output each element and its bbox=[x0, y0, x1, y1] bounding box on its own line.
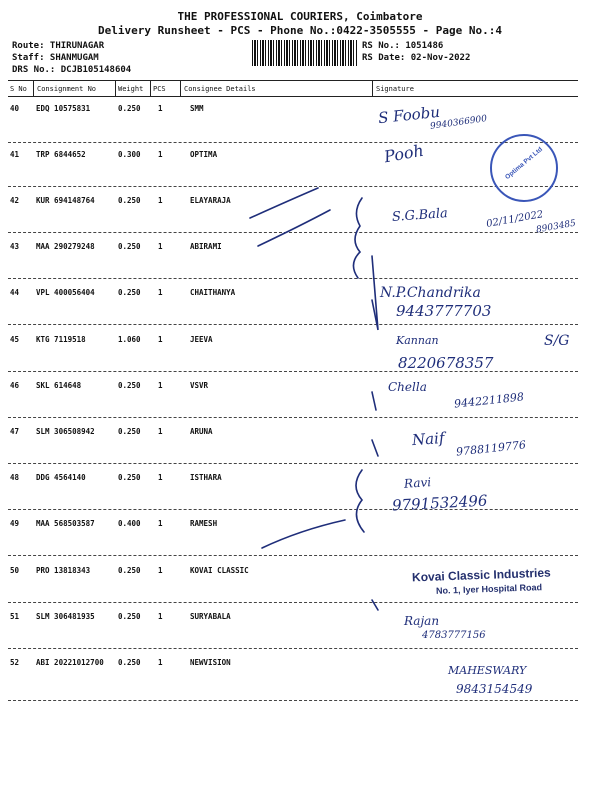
row-consignment: SKL 614648 bbox=[36, 381, 82, 390]
row-consignee: JEEVA bbox=[190, 335, 213, 344]
col-header-pcs: PCS bbox=[153, 85, 166, 93]
phone-45: 8220678357 bbox=[398, 354, 494, 372]
row-sno: 50 bbox=[10, 566, 20, 575]
signature-52: MAHESWARY bbox=[448, 664, 527, 677]
signature-43: S.G.Bala bbox=[391, 206, 449, 225]
phone-52: 9843154549 bbox=[456, 682, 533, 696]
signature-51: Rajan bbox=[404, 614, 440, 628]
bracket-stroke bbox=[353, 198, 362, 278]
row-weight: 0.250 bbox=[118, 566, 141, 575]
phone-48: 9791532496 bbox=[391, 491, 488, 515]
col-header-sno: S No bbox=[10, 85, 27, 93]
bracket-stroke bbox=[356, 470, 364, 532]
row-consignment: KTG 7119518 bbox=[36, 335, 86, 344]
row-sno: 40 bbox=[10, 104, 20, 113]
row-weight: 0.250 bbox=[118, 612, 141, 621]
rs-date: RS Date: 02-Nov-2022 bbox=[362, 53, 471, 63]
col-header-consignment: Consignment No bbox=[37, 85, 97, 93]
row-consignee: ELAYARAJA bbox=[190, 196, 231, 205]
row-consignment: PRO 13818343 bbox=[36, 566, 91, 575]
phone-46: 9442211898 bbox=[453, 390, 525, 411]
signature-44: N.P.Chandrika bbox=[380, 285, 481, 301]
pen-stroke bbox=[372, 600, 378, 610]
row-pcs: 1 bbox=[158, 566, 163, 575]
row-sno: 44 bbox=[10, 288, 20, 297]
route-label: Route: THIRUNAGAR bbox=[12, 41, 105, 51]
date-43: 02/11/2022 bbox=[485, 209, 545, 230]
row-consignment: DDG 4564140 bbox=[36, 473, 86, 482]
row-pcs: 1 bbox=[158, 381, 163, 390]
runsheet-title: Delivery Runsheet - PCS - Phone No.:0422-3505555 - Page No.:4 bbox=[98, 24, 502, 37]
col-header-signature: Signature bbox=[376, 85, 414, 93]
row-sno: 45 bbox=[10, 335, 20, 344]
row-sno: 43 bbox=[10, 242, 20, 251]
rs-number: RS No.: 1051486 bbox=[362, 41, 444, 51]
pen-stroke bbox=[372, 440, 378, 456]
row-pcs: 1 bbox=[158, 335, 163, 344]
row-consignment: ABI 20221012700 bbox=[36, 658, 104, 667]
pen-stroke bbox=[250, 188, 318, 218]
row-consignment: SLM 306481935 bbox=[36, 612, 95, 621]
row-consignee: KOVAI CLASSIC bbox=[190, 566, 249, 575]
row-pcs: 1 bbox=[158, 242, 163, 251]
row-consignee: VSVR bbox=[190, 381, 209, 390]
row-weight: 0.250 bbox=[118, 242, 141, 251]
row-consignee: RAMESH bbox=[190, 519, 218, 528]
phone-51: 4783777156 bbox=[422, 630, 486, 641]
row-pcs: 1 bbox=[158, 658, 163, 667]
row-pcs: 1 bbox=[158, 104, 163, 113]
row-weight: 1.060 bbox=[118, 335, 141, 344]
company-title: THE PROFESSIONAL COURIERS, Coimbatore bbox=[177, 10, 423, 23]
row-sno: 46 bbox=[10, 381, 20, 390]
phone-43: 8903485 bbox=[535, 218, 577, 236]
pen-stroke bbox=[262, 520, 345, 548]
phone-44: 9443777703 bbox=[396, 302, 492, 320]
row-sno: 49 bbox=[10, 519, 20, 528]
row-consignee: ISTHARA bbox=[190, 473, 222, 482]
col-header-consignee: Consignee Details bbox=[184, 85, 256, 93]
row-weight: 0.250 bbox=[118, 473, 141, 482]
row-sno: 41 bbox=[10, 150, 20, 159]
signature-46: Chella bbox=[388, 380, 427, 394]
row-pcs: 1 bbox=[158, 196, 163, 205]
col-header-weight: Weight bbox=[118, 85, 144, 93]
pen-stroke bbox=[372, 256, 378, 330]
row-weight: 0.250 bbox=[118, 104, 141, 113]
row-consignee: SURYABALA bbox=[190, 612, 231, 621]
phone-47: 9788119776 bbox=[455, 438, 527, 459]
row-weight: 0.250 bbox=[118, 288, 141, 297]
row-consignment: KUR 694148764 bbox=[36, 196, 95, 205]
row-weight: 0.250 bbox=[118, 381, 141, 390]
signature-47: Naif bbox=[411, 428, 446, 450]
stamp-text: Optima Pvt Ltd bbox=[504, 145, 544, 182]
staff-label: Staff: SHANMUGAM bbox=[12, 53, 99, 63]
row-consignment: SLM 306508942 bbox=[36, 427, 95, 436]
signature-48: Ravi bbox=[403, 475, 432, 491]
row-weight: 0.250 bbox=[118, 427, 141, 436]
row-pcs: 1 bbox=[158, 473, 163, 482]
row-consignment: MAA 290279248 bbox=[36, 242, 95, 251]
drs-number: DRS No.: DCJB105148604 bbox=[12, 65, 132, 75]
row-consignment: EDQ 10575831 bbox=[36, 104, 91, 113]
row-consignee: SMM bbox=[190, 104, 204, 113]
row-sno: 42 bbox=[10, 196, 20, 205]
signature-45: Kannan bbox=[396, 334, 439, 347]
row-consignee: ARUNA bbox=[190, 427, 213, 436]
row-consignee: ABIRAMI bbox=[190, 242, 222, 251]
row-consignee: CHAITHANYA bbox=[190, 288, 236, 297]
row-weight: 0.300 bbox=[118, 150, 141, 159]
row-consignee: OPTIMA bbox=[190, 150, 218, 159]
row-consignment: VPL 400056404 bbox=[36, 288, 95, 297]
row-consignment: TRP 6844652 bbox=[36, 150, 86, 159]
row-sno: 51 bbox=[10, 612, 20, 621]
row-pcs: 1 bbox=[158, 288, 163, 297]
row-pcs: 1 bbox=[158, 612, 163, 621]
sg-mark-45: S/G bbox=[544, 333, 570, 349]
pen-stroke bbox=[372, 392, 376, 410]
row-pcs: 1 bbox=[158, 519, 163, 528]
row-weight: 0.250 bbox=[118, 196, 141, 205]
phone-40: 9940366900 bbox=[429, 114, 488, 132]
row-consignment: MAA 568503587 bbox=[36, 519, 95, 528]
pen-stroke bbox=[258, 210, 330, 246]
signature-41: Pooh bbox=[382, 140, 426, 167]
row-pcs: 1 bbox=[158, 150, 163, 159]
stamp-address-50: No. 1, Iyer Hospital Road bbox=[435, 582, 543, 596]
row-pcs: 1 bbox=[158, 427, 163, 436]
row-weight: 0.400 bbox=[118, 519, 141, 528]
row-consignee: NEWVISION bbox=[190, 658, 231, 667]
row-sno: 47 bbox=[10, 427, 20, 436]
company-stamp-50: Kovai Classic Industries bbox=[411, 565, 551, 585]
signature-40: S Foobu bbox=[377, 102, 441, 128]
row-weight: 0.250 bbox=[118, 658, 141, 667]
row-sno: 48 bbox=[10, 473, 20, 482]
company-stamp bbox=[490, 134, 558, 202]
row-sno: 52 bbox=[10, 658, 20, 667]
